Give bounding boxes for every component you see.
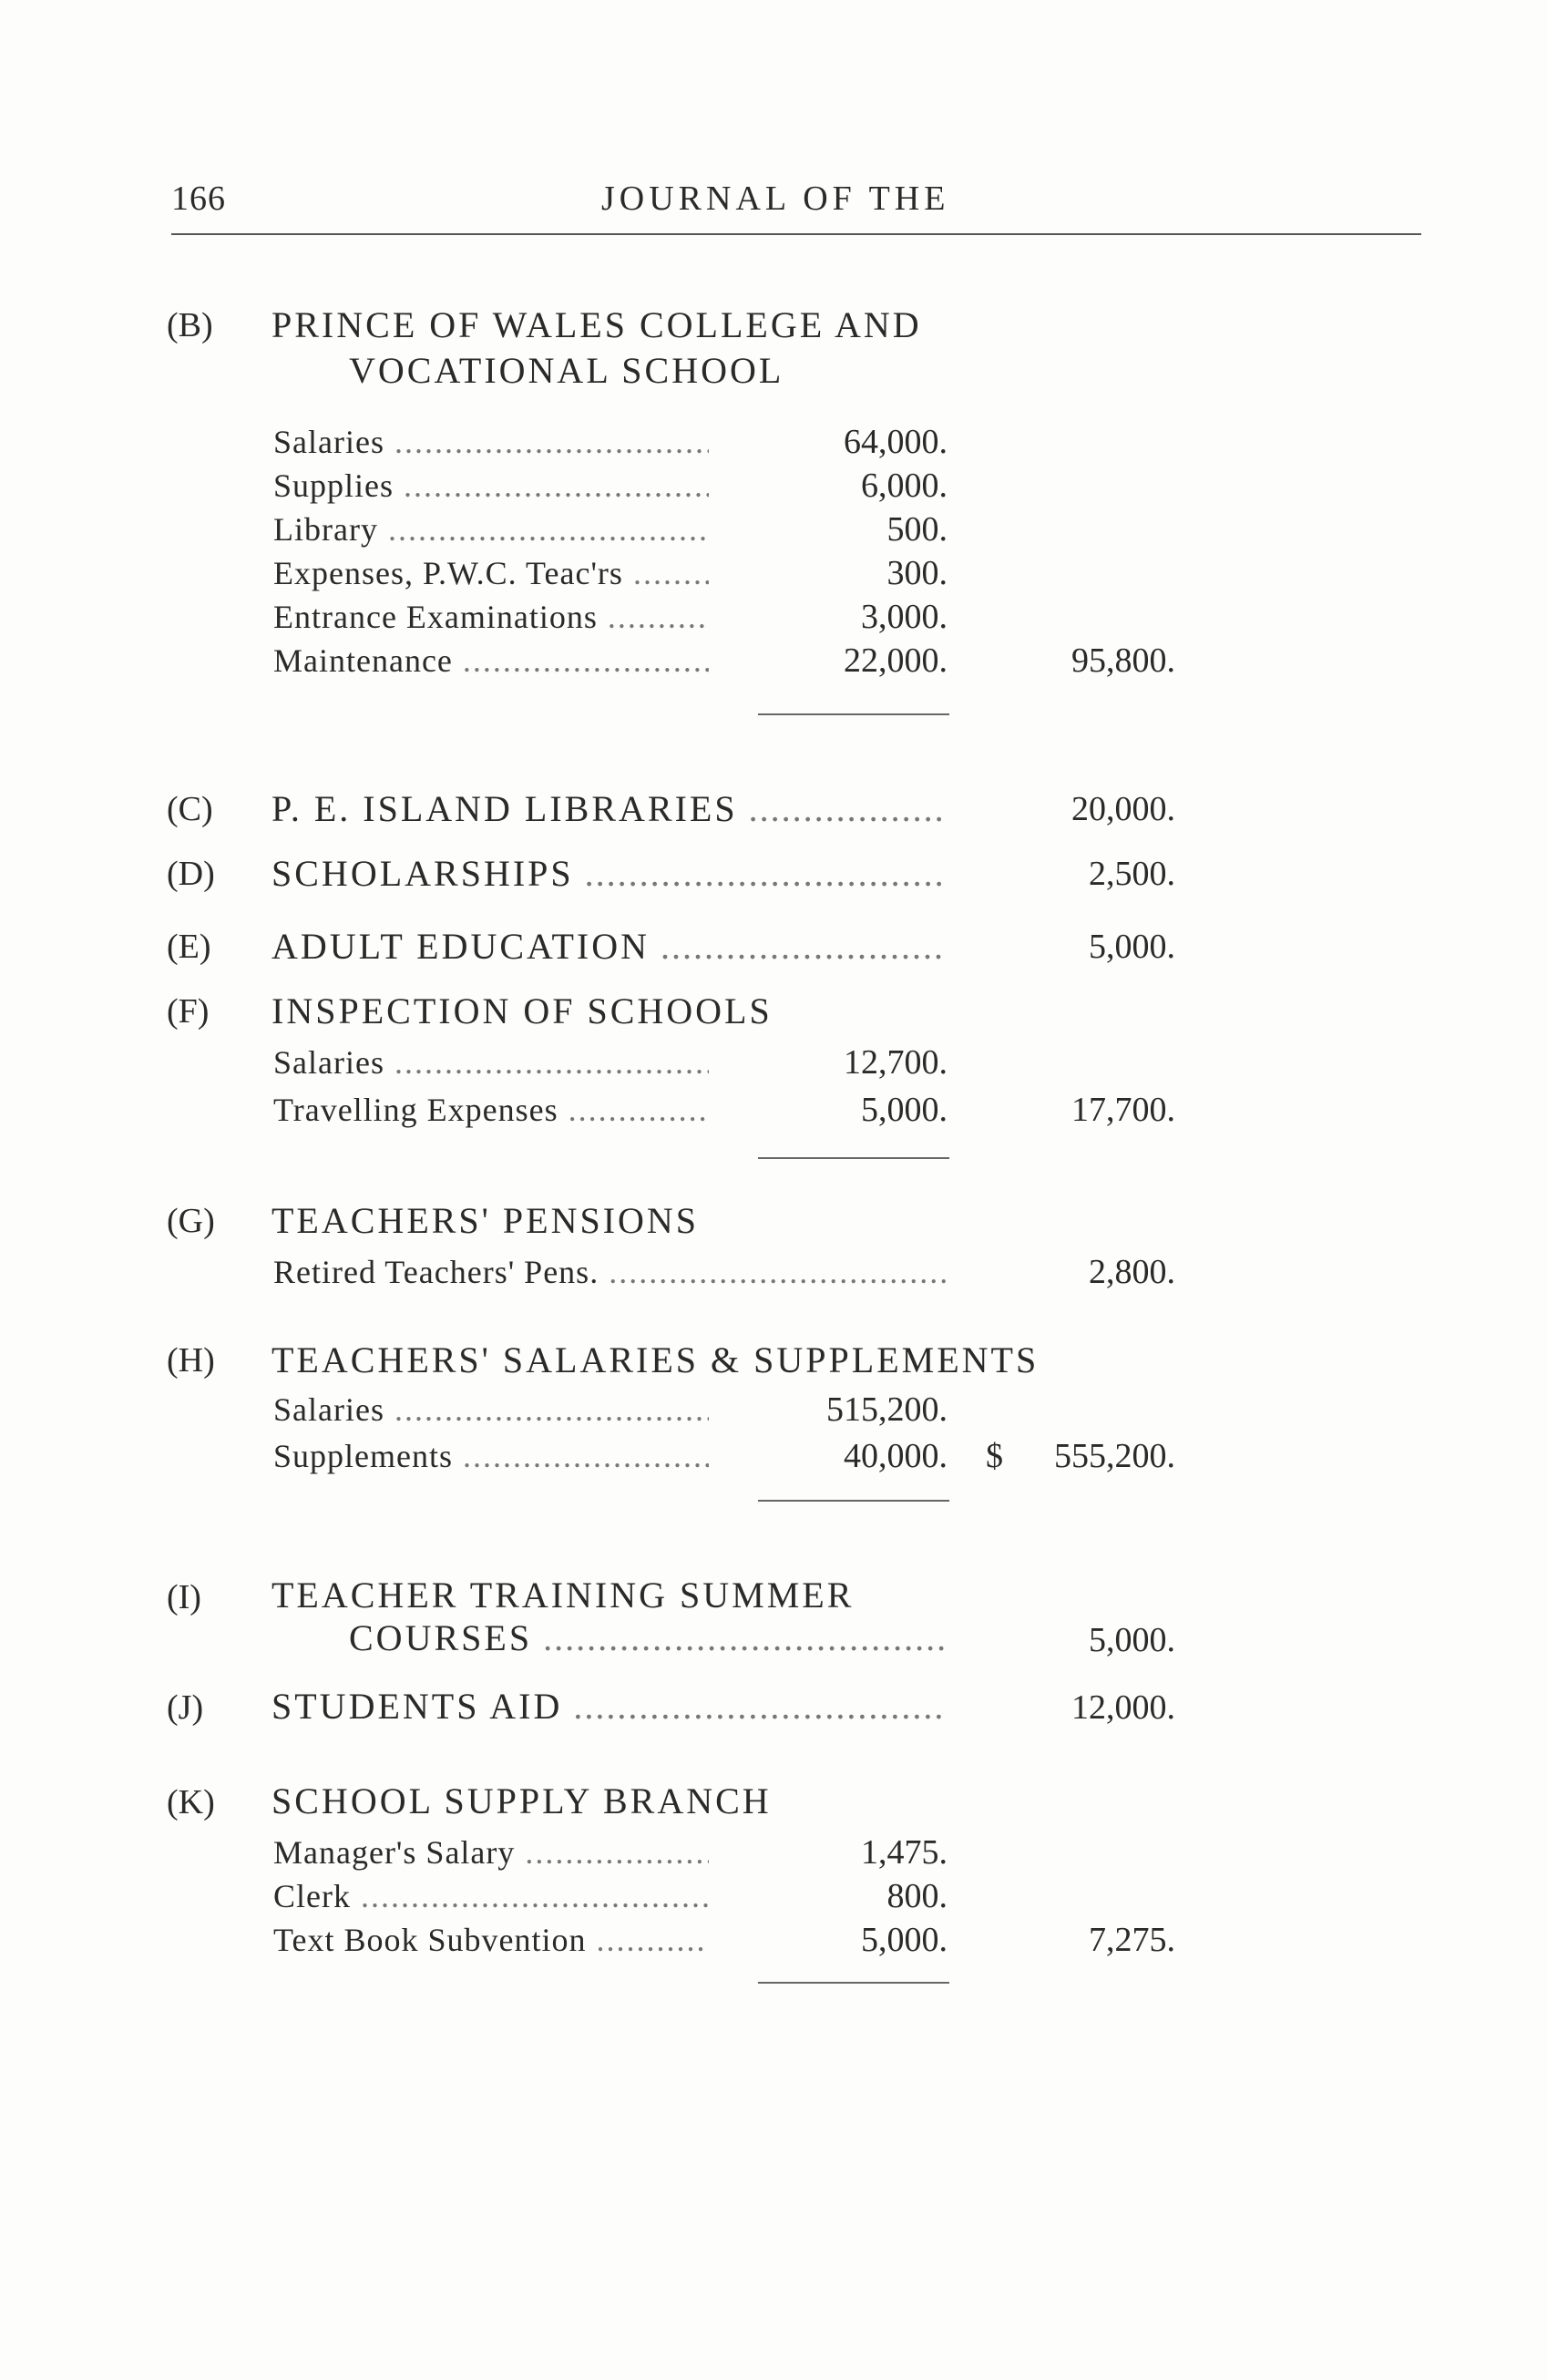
- section-letter: (H): [167, 1341, 215, 1380]
- section-total: 5,000.: [1089, 1621, 1175, 1659]
- section-total: 7,275.: [1089, 1921, 1175, 1959]
- section-title: PRINCE OF WALES COLLEGE AND: [271, 304, 922, 345]
- item-amount: 5,000.: [861, 1921, 948, 1959]
- section-letter: (G): [167, 1202, 215, 1240]
- section-letter: (E): [167, 928, 211, 966]
- item-label: Supplements .....: [273, 1437, 709, 1475]
- section-letter: (K): [167, 1783, 215, 1821]
- section-title: STUDENTS AID .....: [271, 1685, 946, 1728]
- section-total: 2,800.: [1089, 1253, 1175, 1291]
- item-amount: 22,000.: [844, 641, 948, 680]
- section-title: TEACHERS' PENSIONS: [271, 1200, 700, 1241]
- section-total: 12,000.: [1071, 1688, 1175, 1727]
- item-amount: 3,000.: [861, 598, 948, 636]
- section-letter: (C): [167, 790, 213, 828]
- item-label: Salaries .....: [273, 1390, 709, 1429]
- section-letter: (D): [167, 855, 215, 893]
- item-label: Travelling Expenses .....: [273, 1091, 709, 1129]
- item-amount: 500.: [886, 510, 948, 549]
- section-title: SCHOOL SUPPLY BRANCH: [271, 1780, 772, 1821]
- item-amount: 1,475.: [861, 1833, 948, 1872]
- subtotal-rule: [758, 1500, 949, 1502]
- item-amount: 300.: [886, 554, 948, 592]
- section-title: P. E. ISLAND LIBRARIES .....: [271, 787, 946, 830]
- section-total: 17,700.: [1071, 1091, 1175, 1129]
- item-amount: 6,000.: [861, 467, 948, 505]
- subtotal-rule: [758, 1982, 949, 1984]
- section-title-line2: COURSES .....: [349, 1616, 946, 1659]
- item-label: Supplies .....: [273, 467, 709, 505]
- section-letter: (I): [167, 1578, 201, 1616]
- section-letter: (F): [167, 992, 210, 1031]
- page-number: 166: [171, 180, 226, 218]
- item-amount: 515,200.: [826, 1390, 948, 1429]
- section-title: INSPECTION OF SCHOOLS: [271, 990, 773, 1031]
- item-amount: 64,000.: [844, 423, 948, 461]
- item-amount: 5,000.: [861, 1091, 948, 1129]
- item-amount: 12,700.: [844, 1043, 948, 1082]
- item-label: Library .....: [273, 510, 709, 549]
- section-title: SCHOLARSHIPS .....: [271, 852, 946, 895]
- section-total: 95,800.: [1071, 641, 1175, 680]
- item-amount: 800.: [886, 1877, 948, 1915]
- section-total: 5,000.: [1089, 928, 1175, 966]
- currency-symbol: $: [986, 1437, 1003, 1475]
- item-label: Salaries .....: [273, 423, 709, 461]
- section-title: TEACHER TRAINING SUMMER: [271, 1575, 855, 1616]
- item-label: Salaries .....: [273, 1043, 709, 1082]
- section-total: 20,000.: [1071, 790, 1175, 828]
- section-title: ADULT EDUCATION .....: [271, 925, 946, 968]
- item-label: Manager's Salary .....: [273, 1833, 709, 1872]
- subtotal-rule: [758, 713, 949, 715]
- subtotal-rule: [758, 1157, 949, 1159]
- page-header: [171, 179, 1421, 235]
- item-label: Expenses, P.W.C. Teac'rs .....: [273, 554, 709, 592]
- item-label: Clerk .....: [273, 1877, 709, 1915]
- item-label: Entrance Examinations .....: [273, 598, 709, 636]
- section-total: 555,200.: [1054, 1437, 1175, 1475]
- section-total: 2,500.: [1089, 855, 1175, 893]
- item-label: Text Book Subvention .....: [273, 1921, 709, 1959]
- section-letter: (B): [167, 306, 213, 344]
- section-letter: (J): [167, 1688, 204, 1727]
- section-title-line2: VOCATIONAL SCHOOL: [349, 350, 784, 391]
- section-title: TEACHERS' SALARIES & SUPPLEMENTS: [271, 1339, 1040, 1380]
- item-label: Maintenance .....: [273, 641, 709, 680]
- item-label: Retired Teachers' Pens. .....: [273, 1253, 948, 1291]
- item-amount: 40,000.: [844, 1437, 948, 1475]
- running-head: JOURNAL OF THE: [601, 180, 950, 218]
